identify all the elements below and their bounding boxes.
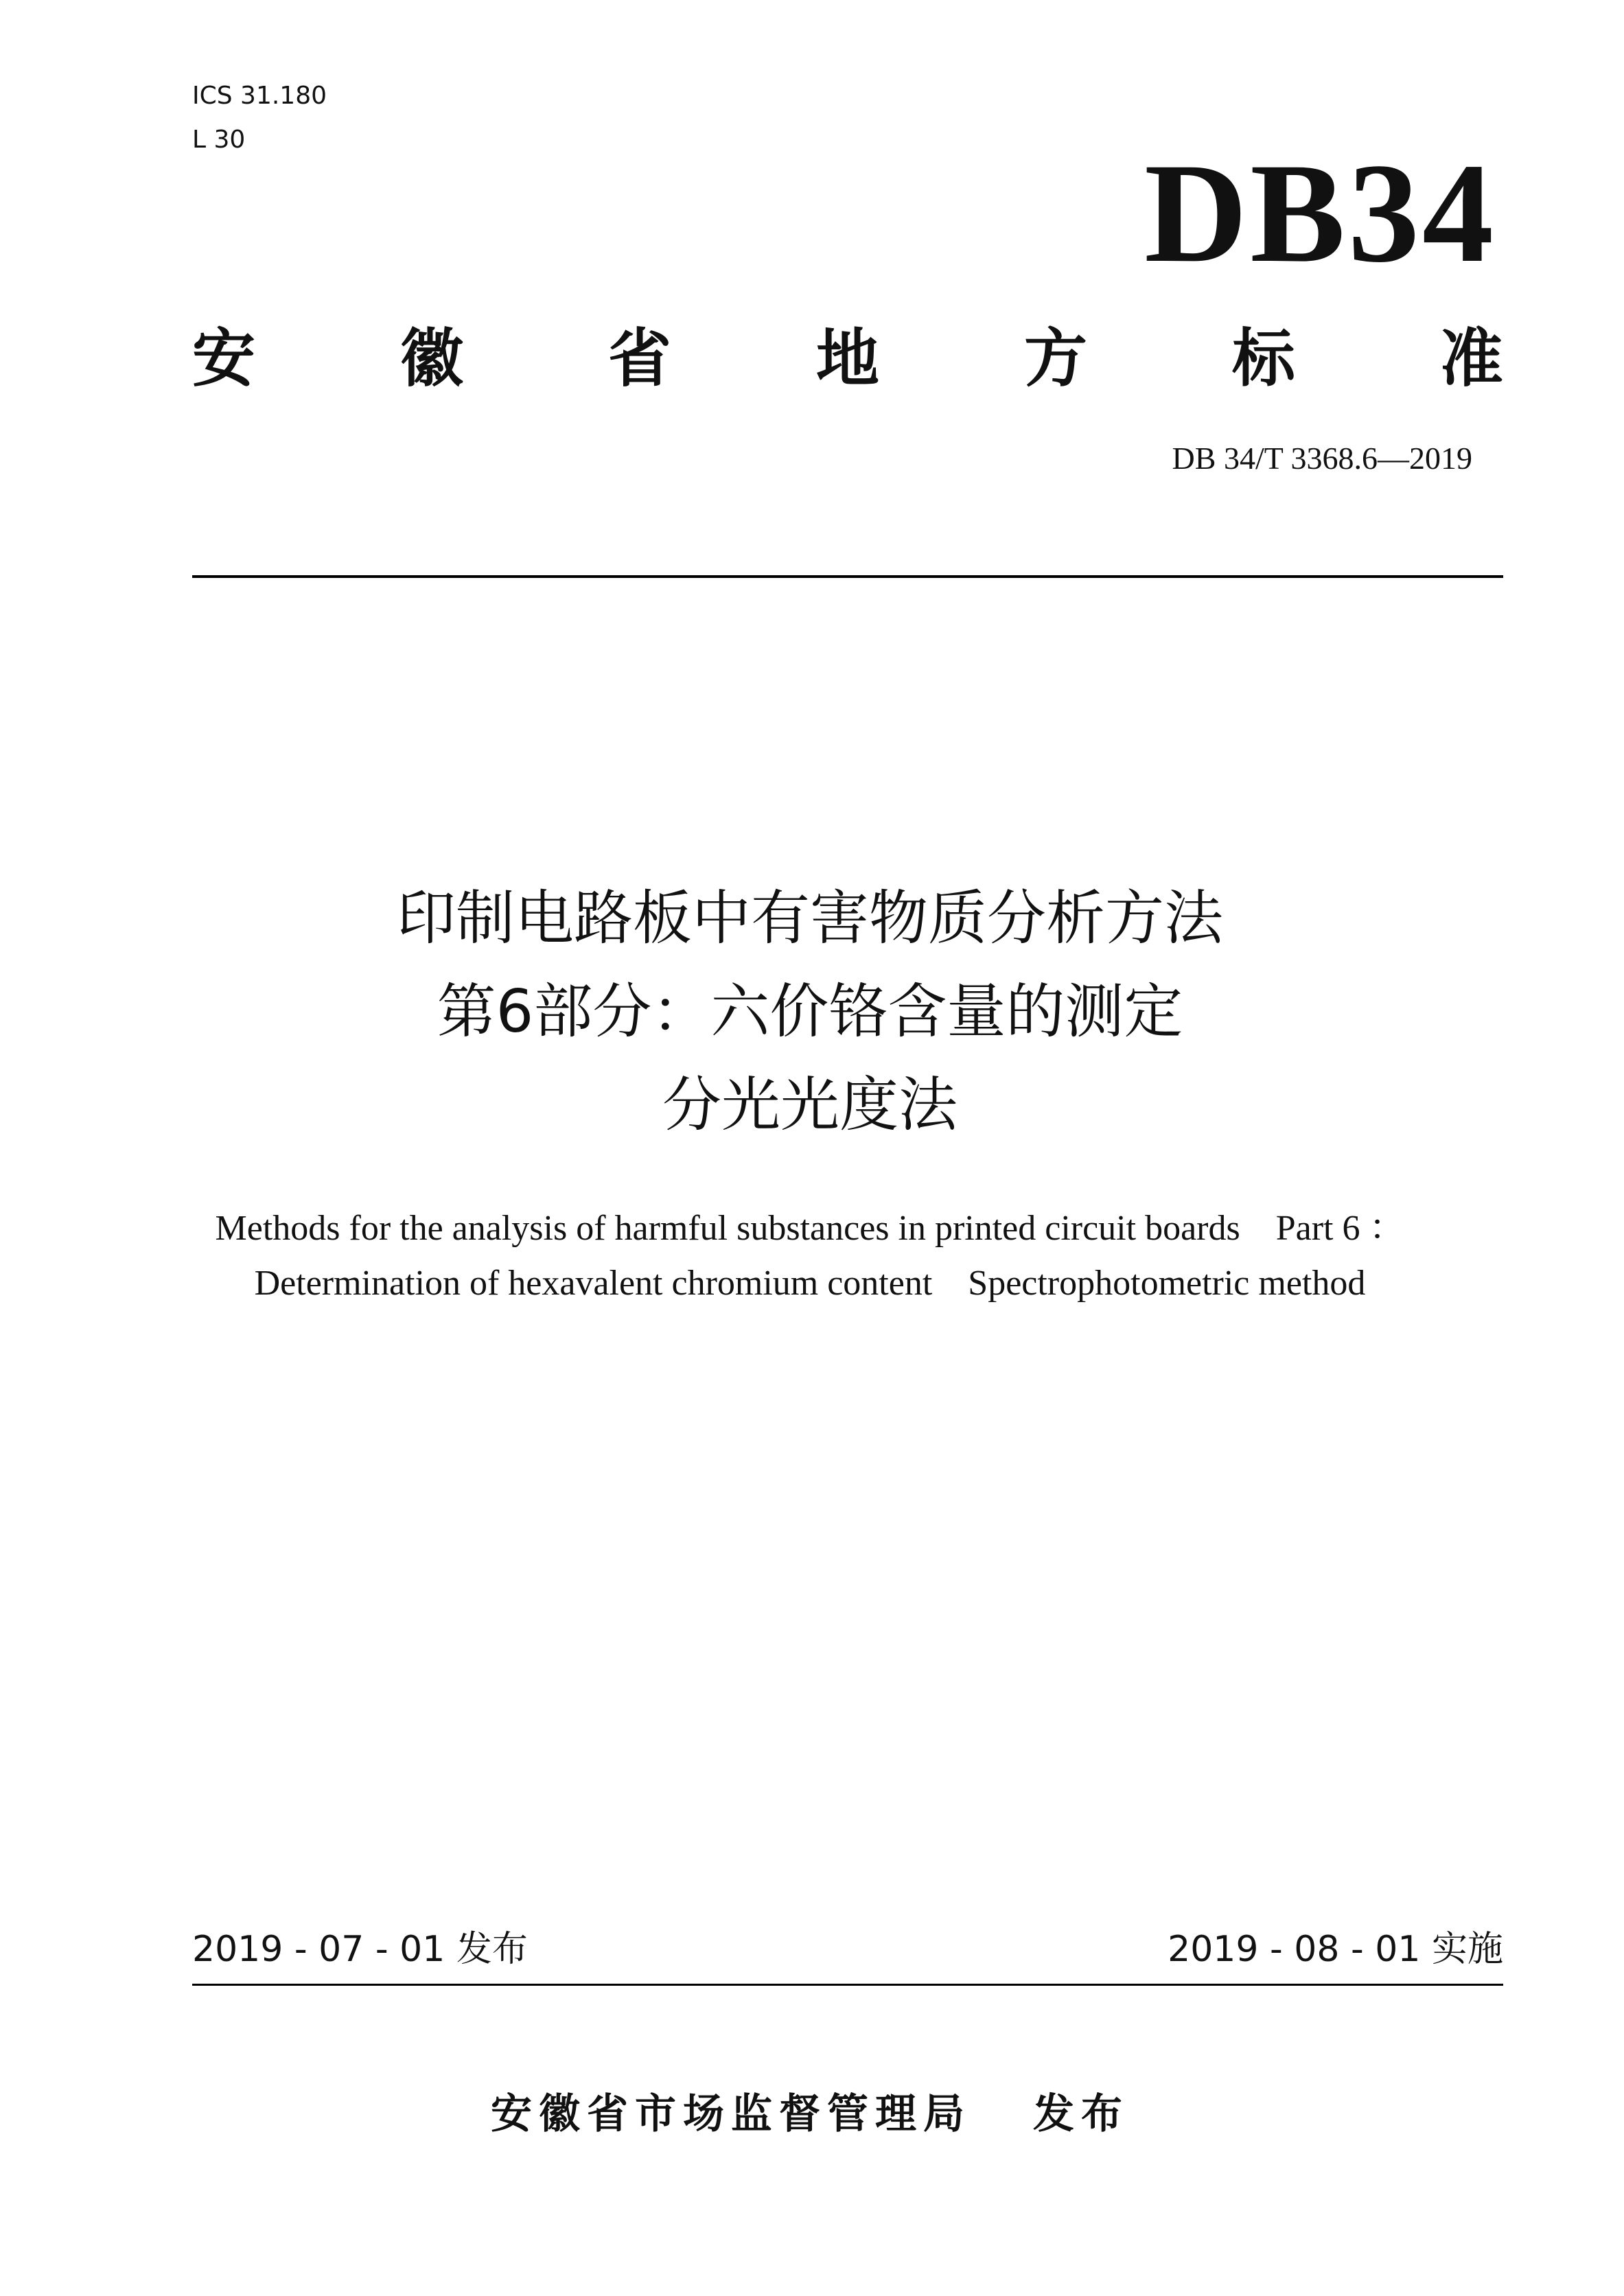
- title-cn-line-2: 第6部分：六价铬含量的测定: [437, 977, 1183, 1046]
- standard-type-char: 安: [192, 322, 256, 395]
- standard-type-char: 徽: [399, 322, 463, 395]
- publisher-action: 发布: [1033, 2090, 1129, 2138]
- standard-type-char: 准: [1439, 322, 1503, 395]
- title-cn-line-3: 分光光度法: [662, 1071, 958, 1139]
- classification-code: L 30: [192, 126, 246, 154]
- bottom-divider: [192, 1984, 1503, 1986]
- publisher-name: 安徽省市场监督管理局: [491, 2090, 971, 2138]
- ics-code: ICS 31.180: [192, 82, 327, 110]
- standard-type: [192, 312, 1503, 395]
- standard-type-char: 地: [815, 322, 879, 395]
- title-cn-line-1: 印制电路板中有害物质分析方法: [397, 884, 1223, 953]
- standard-number: DB 34/T 3368.6—2019: [1172, 441, 1472, 476]
- title-english: [165, 1201, 1455, 1311]
- db-logo: DB34: [1144, 134, 1496, 292]
- implementation-date: 2019 - 08 - 01 实施: [1168, 1929, 1503, 1970]
- issue-date: 2019 - 07 - 01 发布: [192, 1929, 528, 1970]
- title-chinese: [192, 872, 1428, 1152]
- top-divider: [192, 575, 1503, 578]
- standard-type-char: 标: [1231, 322, 1295, 395]
- title-en-line-1: Methods for the analysis of harmful substances in printed circuit boards Part 6 ：: [215, 1209, 1405, 1248]
- standard-type-char: 省: [607, 322, 671, 395]
- publisher-row: [192, 2087, 1428, 2142]
- standard-type-char: 方: [1023, 322, 1087, 395]
- title-en-line-2: Determination of hexavalent chromium content Spectrophotometric method: [254, 1264, 1366, 1303]
